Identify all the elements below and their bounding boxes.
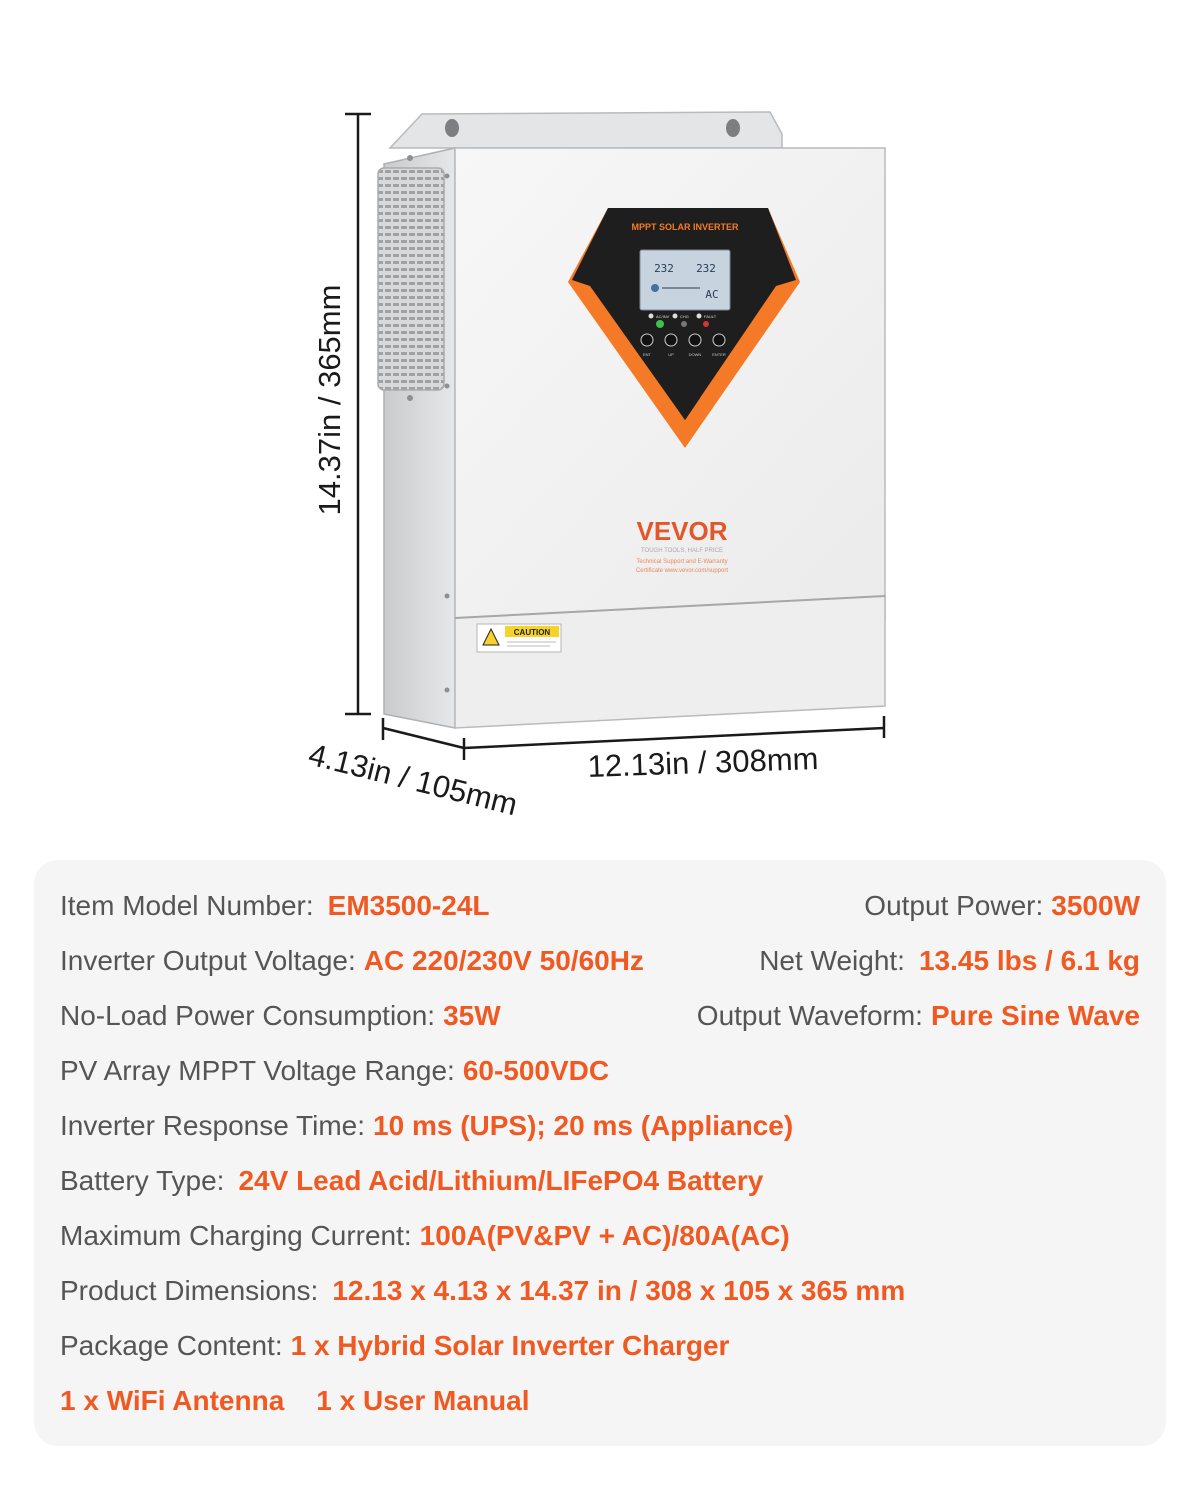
- spec-value: 24V Lead Acid/Lithium/LIFePO4 Battery: [238, 1165, 764, 1196]
- depth-dimension-label: 4.13in / 105mm: [305, 736, 522, 823]
- spec-row-battery: [60, 1161, 1140, 1201]
- lcd-value-left: 232: [654, 262, 674, 275]
- support-text-1: Technical Support and E-Warranty: [636, 559, 728, 565]
- spec-value: 13.45 lbs / 6.1 kg: [918, 945, 1140, 976]
- indicator-label-1: AC/INV: [656, 314, 670, 319]
- height-dimension-label: 14.37in / 365mm: [312, 284, 347, 516]
- spec-value: 10 ms (UPS); 20 ms (Appliance): [373, 1110, 794, 1141]
- spec-label: Product Dimensions:: [60, 1275, 319, 1306]
- spec-battery-type: [60, 1165, 763, 1197]
- spec-value: 35W: [443, 1000, 501, 1031]
- spec-label: Net Weight:: [759, 945, 905, 976]
- specifications-panel: [34, 860, 1166, 1446]
- fault-led-icon: [703, 321, 709, 327]
- spec-output-voltage: [60, 945, 644, 977]
- spec-row-package-extra: [60, 1381, 1140, 1421]
- spec-value: 60-500VDC: [462, 1055, 610, 1086]
- width-dimension-label: 12.13in / 308mm: [586, 740, 819, 785]
- spec-row-dimensions: [60, 1271, 1140, 1311]
- device-button-label-4: ENTER: [712, 352, 726, 357]
- spec-label: Output Waveform:: [696, 1000, 923, 1031]
- spec-package-content: [60, 1330, 729, 1362]
- caution-text: CAUTION: [513, 628, 551, 637]
- brand-logo: VEVOR: [636, 516, 728, 546]
- brand-tagline: TOUGH TOOLS, HALF PRICE: [640, 548, 724, 554]
- power-led-icon: [656, 320, 664, 328]
- front-panel-lower: [455, 596, 885, 728]
- ventilation-grille: [378, 168, 444, 390]
- mounting-hole-right: [726, 119, 740, 137]
- spec-output-power: [864, 890, 1140, 922]
- spec-row-noload-waveform: [60, 996, 1140, 1036]
- spec-label: Item Model Number:: [60, 890, 314, 921]
- lcd-screen: [640, 250, 730, 310]
- spec-label: Inverter Response Time:: [60, 1110, 366, 1141]
- spec-row-charging: [60, 1216, 1140, 1256]
- spec-row-pv: [60, 1051, 1140, 1091]
- spec-product-dimensions: [60, 1275, 905, 1307]
- lcd-ac-label: AC: [705, 288, 719, 301]
- spec-label: PV Array MPPT Voltage Range:: [60, 1055, 455, 1086]
- spec-value: Pure Sine Wave: [930, 1000, 1140, 1031]
- spec-label: Battery Type:: [60, 1165, 225, 1196]
- spec-label: Output Power:: [864, 890, 1044, 921]
- package-item-user-manual: 1 x User Manual: [316, 1385, 530, 1416]
- spec-noload-consumption: [60, 1000, 501, 1032]
- height-dimension-line: [345, 114, 371, 714]
- spec-model: [60, 890, 490, 922]
- caution-label: [477, 624, 561, 652]
- indicator-label-3: FAULT: [704, 314, 717, 319]
- spec-value: EM3500-24L: [327, 890, 490, 921]
- spec-value: AC 220/230V 50/60Hz: [363, 945, 644, 976]
- device-button-label-2: UP: [668, 352, 674, 357]
- spec-net-weight: [759, 945, 1140, 977]
- spec-row-model-power: [60, 886, 1140, 926]
- lcd-solar-icon: [651, 284, 659, 292]
- spec-output-waveform: [697, 1000, 1140, 1032]
- package-item-wifi-antenna: 1 x WiFi Antenna: [60, 1385, 285, 1416]
- indicator-label-2: CHG: [680, 314, 689, 319]
- device-button-label-1: ENT: [643, 352, 651, 357]
- spec-label: Package Content:: [60, 1330, 283, 1361]
- device-button-label-3: DOWN: [688, 352, 702, 357]
- spec-label: Maximum Charging Current:: [60, 1220, 412, 1251]
- spec-row-voltage-weight: [60, 941, 1140, 981]
- spec-value: 100A(PV&PV + AC)/80A(AC): [419, 1220, 790, 1251]
- spec-value: 3500W: [1051, 890, 1140, 921]
- spec-value: 12.13 x 4.13 x 14.37 in / 308 x 105 x 365 mm: [332, 1275, 906, 1306]
- lcd-value-right: 232: [696, 262, 716, 275]
- panel-title: MPPT SOLAR INVERTER: [631, 222, 739, 232]
- spec-label: No-Load Power Consumption:: [60, 1000, 436, 1031]
- spec-row-package: [60, 1326, 1140, 1366]
- spec-label: Inverter Output Voltage:: [60, 945, 356, 976]
- spec-row-response: [60, 1106, 1140, 1146]
- mounting-hole-left: [445, 119, 459, 137]
- spec-value: 1 x Hybrid Solar Inverter Charger: [290, 1330, 730, 1361]
- spec-pv-range: [60, 1055, 609, 1087]
- spec-charging-current: [60, 1220, 790, 1252]
- spec-response-time: [60, 1110, 793, 1142]
- support-text-2: Certificate www.vevor.com/support: [635, 568, 729, 574]
